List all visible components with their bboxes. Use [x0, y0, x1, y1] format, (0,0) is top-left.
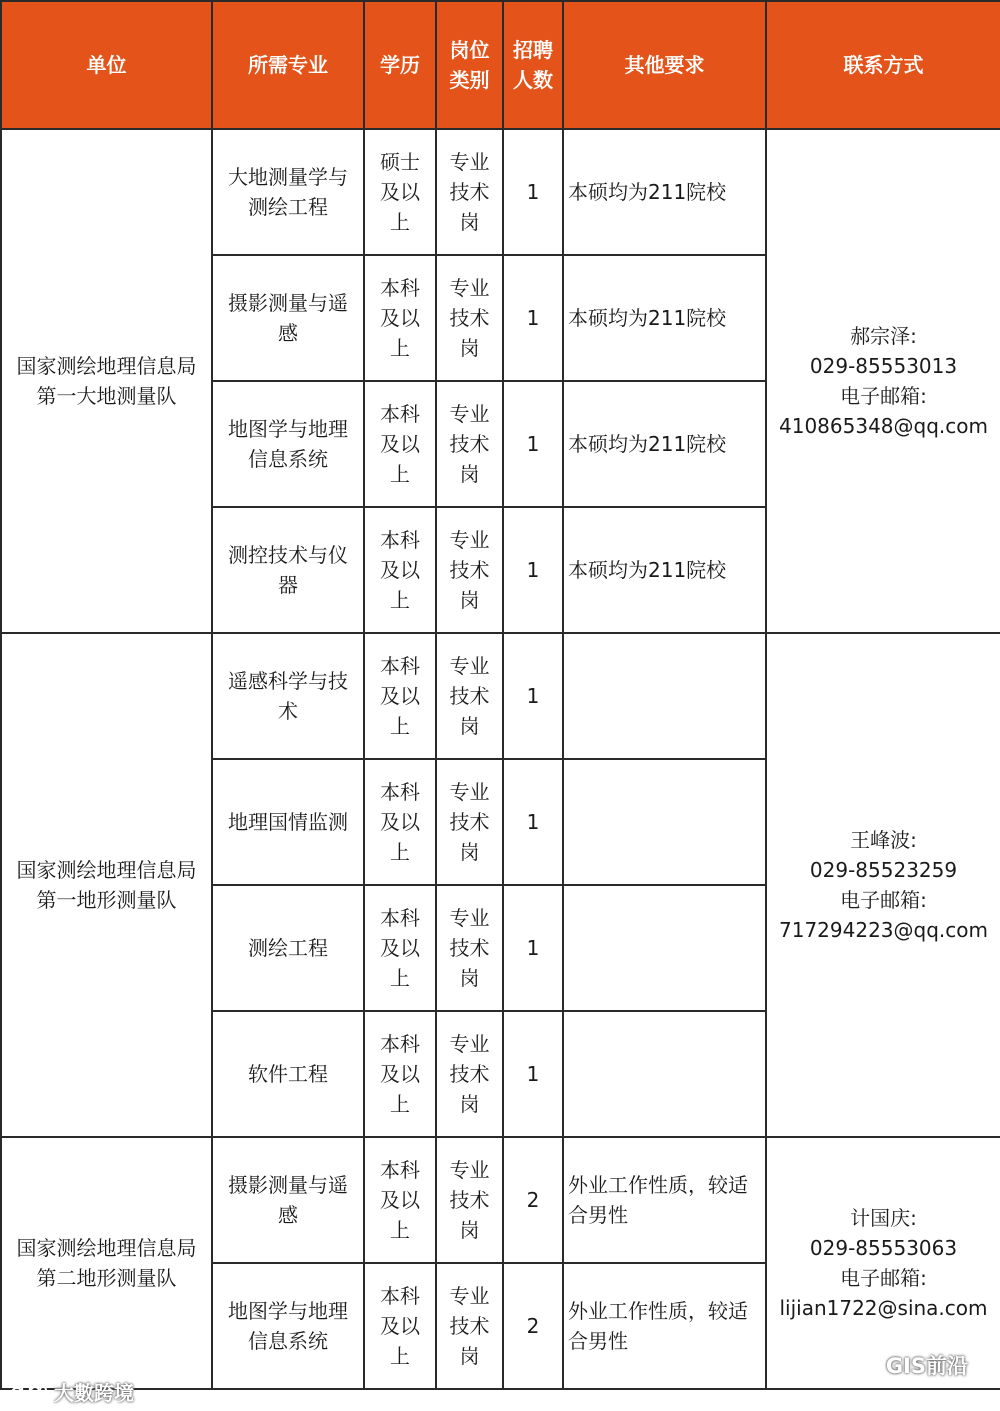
- requirements-cell: 本硕均为211院校: [563, 507, 766, 633]
- header-major: 所需专业: [212, 1, 364, 129]
- post-type-cell: 专业技术岗: [436, 633, 503, 759]
- count-cell: 1: [503, 885, 563, 1011]
- contact-email: 410865348@qq.com: [779, 414, 988, 438]
- count-cell: 1: [503, 381, 563, 507]
- count-cell: 1: [503, 633, 563, 759]
- contact-email: 717294223@qq.com: [779, 918, 988, 942]
- contact-email-label: 电子邮箱:: [840, 888, 927, 912]
- requirements-cell: [563, 885, 766, 1011]
- education-cell: 本科及以上: [364, 759, 436, 885]
- post-type-cell: 专业技术岗: [436, 759, 503, 885]
- education-cell: 本科及以上: [364, 633, 436, 759]
- header-requirements: 其他要求: [563, 1, 766, 129]
- contact-phone: 029-85523259: [809, 858, 958, 882]
- post-type-cell: 专业技术岗: [436, 129, 503, 255]
- header-count: 招聘 人数: [503, 1, 563, 129]
- major-cell: 摄影测量与遥感: [212, 255, 364, 381]
- contact-email-label: 电子邮箱:: [840, 384, 927, 408]
- major-cell: 地理国情监测: [212, 759, 364, 885]
- contact-email-label: 电子邮箱:: [840, 1266, 927, 1290]
- post-type-cell: 专业技术岗: [436, 507, 503, 633]
- education-cell: 本科及以上: [364, 255, 436, 381]
- table-row: [1, 633, 1000, 759]
- header-unit: 单位: [1, 1, 212, 129]
- watermark-left: [10, 1377, 134, 1405]
- education-cell: 本科及以上: [364, 1011, 436, 1137]
- post-type-cell: 专业技术岗: [436, 1011, 503, 1137]
- watermark-left-text: 大數跨境: [54, 1380, 134, 1405]
- count-cell: 2: [503, 1137, 563, 1263]
- header-row: [1, 1, 1000, 129]
- education-cell: 本科及以上: [364, 507, 436, 633]
- count-cell: 1: [503, 129, 563, 255]
- education-cell: 本科及以上: [364, 885, 436, 1011]
- unit-cell: 国家测绘地理信息局 第一地形测量队: [1, 633, 212, 1137]
- contact-cell: [766, 129, 1000, 633]
- brand-logo-icon: [10, 1381, 50, 1401]
- contact-email: lijian1722@sina.com: [779, 1296, 988, 1320]
- count-cell: 1: [503, 507, 563, 633]
- post-type-cell: 专业技术岗: [436, 1263, 503, 1389]
- requirements-cell: [563, 1011, 766, 1137]
- post-type-cell: 专业技术岗: [436, 885, 503, 1011]
- contact-phone: 029-85553013: [809, 354, 958, 378]
- requirements-cell: [563, 633, 766, 759]
- watermark-right: [846, 1350, 968, 1380]
- education-cell: 本科及以上: [364, 1137, 436, 1263]
- contact-cell: [766, 633, 1000, 1137]
- requirements-cell: 本硕均为211院校: [563, 255, 766, 381]
- education-cell: 硕士及以上: [364, 129, 436, 255]
- wechat-icon: [846, 1351, 880, 1379]
- requirements-cell: 本硕均为211院校: [563, 381, 766, 507]
- major-cell: 地图学与地理信息系统: [212, 1263, 364, 1389]
- watermark-right-text: GIS前沿: [885, 1354, 968, 1378]
- table-row: [1, 129, 1000, 255]
- count-cell: 1: [503, 255, 563, 381]
- count-cell: 1: [503, 759, 563, 885]
- contact-name: 王峰波:: [850, 828, 917, 852]
- count-cell: 2: [503, 1263, 563, 1389]
- major-cell: 地图学与地理信息系统: [212, 381, 364, 507]
- major-cell: 摄影测量与遥感: [212, 1137, 364, 1263]
- education-cell: 本科及以上: [364, 381, 436, 507]
- header-education: 学历: [364, 1, 436, 129]
- major-cell: 测控技术与仪器: [212, 507, 364, 633]
- contact-name: 计国庆:: [850, 1206, 917, 1230]
- requirements-cell: 外业工作性质，较适合男性: [563, 1263, 766, 1389]
- education-cell: 本科及以上: [364, 1263, 436, 1389]
- contact-phone: 029-85553063: [809, 1236, 958, 1260]
- major-cell: 软件工程: [212, 1011, 364, 1137]
- unit-cell: 国家测绘地理信息局 第一大地测量队: [1, 129, 212, 633]
- header-contact: 联系方式: [766, 1, 1000, 129]
- major-cell: 测绘工程: [212, 885, 364, 1011]
- post-type-cell: 专业技术岗: [436, 255, 503, 381]
- post-type-cell: 专业技术岗: [436, 381, 503, 507]
- post-type-cell: 专业技术岗: [436, 1137, 503, 1263]
- header-post-type: 岗位 类别: [436, 1, 503, 129]
- requirements-cell: 外业工作性质，较适合男性: [563, 1137, 766, 1263]
- requirements-cell: 本硕均为211院校: [563, 129, 766, 255]
- major-cell: 遥感科学与技术: [212, 633, 364, 759]
- count-cell: 1: [503, 1011, 563, 1137]
- major-cell: 大地测量学与测绘工程: [212, 129, 364, 255]
- unit-cell: 国家测绘地理信息局 第二地形测量队: [1, 1137, 212, 1389]
- requirements-cell: [563, 759, 766, 885]
- contact-name: 郝宗泽:: [850, 324, 917, 348]
- table-row: [1, 1137, 1000, 1263]
